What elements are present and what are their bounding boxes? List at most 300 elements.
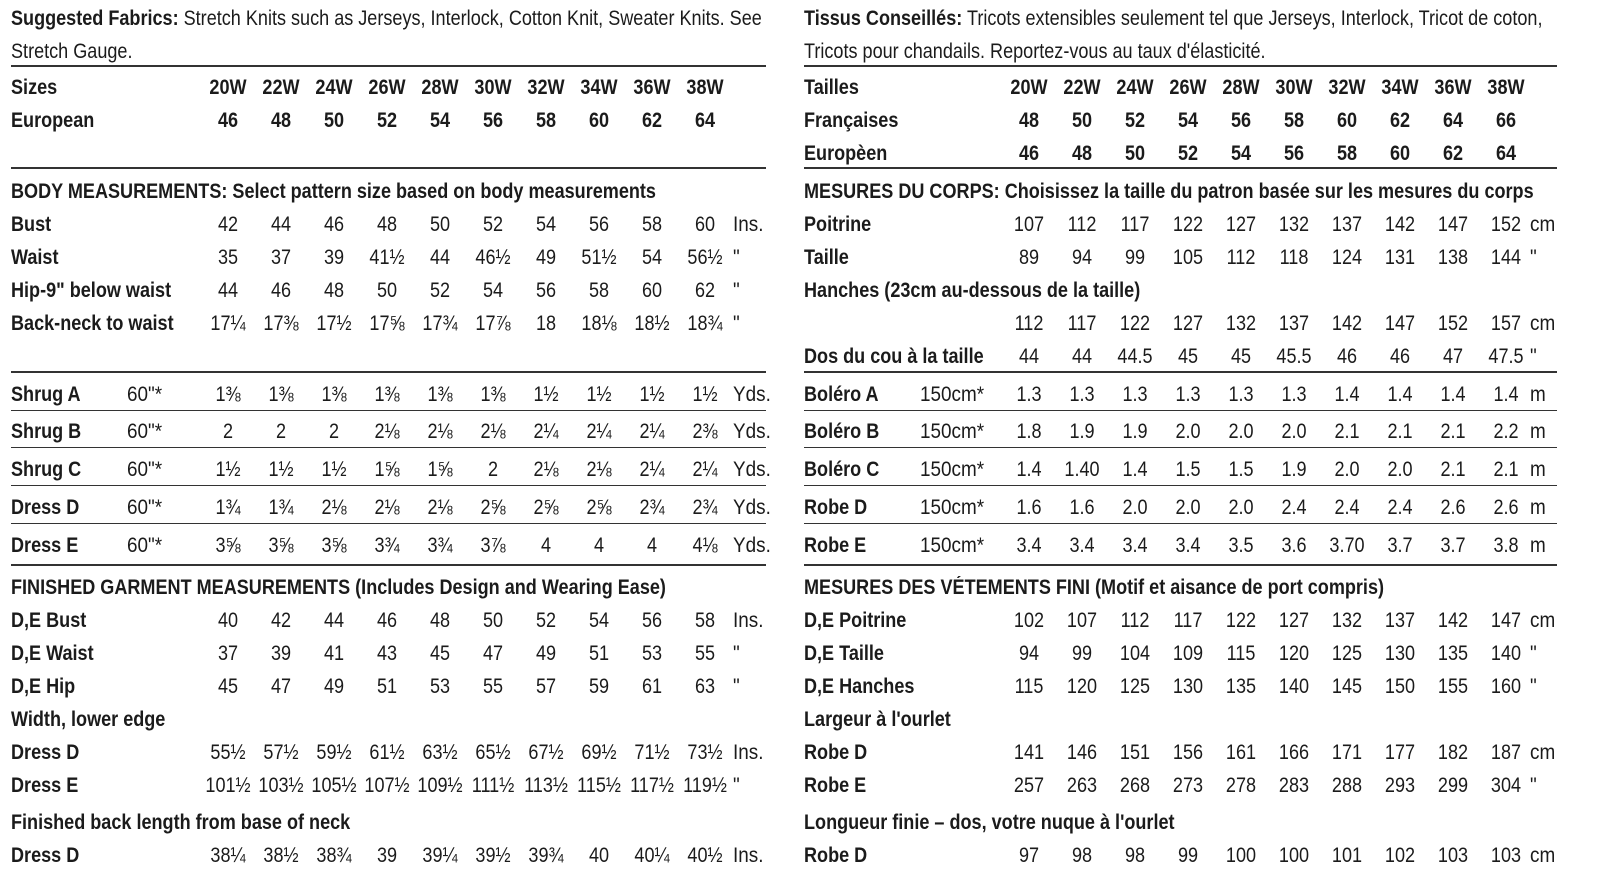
size-value-7: 54 — [588, 609, 610, 632]
size-value-1: 120 — [1066, 675, 1098, 698]
size-value-5: 30W — [1275, 76, 1313, 99]
fabric-width: 60"* — [127, 383, 163, 406]
size-value-2: 3.4 — [1122, 534, 1148, 557]
size-value-3: 156 — [1172, 741, 1204, 764]
size-value-0: 38¼ — [210, 844, 246, 867]
size-value-6: 3.70 — [1329, 534, 1365, 557]
size-value-2: 2.0 — [1122, 496, 1148, 519]
row-label: Shrug B — [11, 420, 82, 443]
size-value-9: 144 — [1490, 246, 1522, 269]
back-length-heading — [11, 805, 766, 838]
size-value-9: 64 — [694, 109, 716, 132]
size-value-3: 2⅛ — [374, 420, 400, 443]
size-value-7: 2.1 — [1387, 420, 1413, 443]
size-value-8: 152 — [1437, 312, 1469, 335]
size-value-9: 1½ — [692, 383, 718, 406]
size-value-8: 2.1 — [1440, 458, 1466, 481]
longueur-finie-heading — [804, 805, 1557, 838]
size-value-2: 151 — [1119, 741, 1151, 764]
size-value-6: 57 — [535, 675, 557, 698]
size-value-0: 107 — [1013, 213, 1045, 236]
unit-label: cm — [1530, 741, 1556, 764]
size-value-7: 34W — [580, 76, 618, 99]
yardage-row — [804, 528, 1557, 561]
size-value-2: 104 — [1119, 642, 1151, 665]
size-value-9: 2.6 — [1493, 496, 1519, 519]
size-value-0: 44 — [1018, 345, 1040, 368]
size-value-2: 1⅜ — [321, 383, 347, 406]
unit-label: cm — [1530, 609, 1556, 632]
size-value-7: 3.7 — [1387, 534, 1413, 557]
mesures-vetements-heading — [804, 570, 1557, 603]
size-value-9: 152 — [1490, 213, 1522, 236]
finished-measurements-heading-note: (Includes Design and Wearing Ease) — [350, 576, 666, 599]
size-value-7: 46 — [1389, 345, 1411, 368]
size-value-8: 2.1 — [1440, 420, 1466, 443]
size-value-4: 135 — [1225, 675, 1257, 698]
size-value-9: 66 — [1495, 109, 1517, 132]
mesures-du-corps-heading-title: MESURES DU CORPS: Choisissez la taille du patron basée sur les mesures du corps — [804, 180, 1534, 203]
size-value-2: 99 — [1124, 246, 1146, 269]
size-value-1: 1¾ — [268, 496, 294, 519]
size-value-0: 115 — [1014, 675, 1044, 698]
row-label: D,E Hip — [11, 675, 76, 698]
size-value-4: 1⅝ — [427, 458, 453, 481]
size-value-4: 44 — [429, 246, 451, 269]
size-value-1: 57½ — [263, 741, 299, 764]
size-value-2: 2 — [328, 420, 340, 443]
unit-label: " — [733, 312, 740, 335]
tissus-conseilles-text-2: Tricots pour chandails. Reportez-vous au taux d'élasticité. — [804, 40, 1266, 63]
row-label: Dress E — [11, 534, 79, 557]
size-value-3: 1.5 — [1175, 458, 1201, 481]
size-value-2: 24W — [1116, 76, 1154, 99]
finished-measurements-heading — [11, 570, 766, 603]
size-value-1: 22W — [262, 76, 300, 99]
rule-yardage-row — [11, 447, 766, 448]
size-value-2: 52 — [1124, 109, 1146, 132]
size-value-6: 52 — [535, 609, 557, 632]
width-lower-edge-heading-text: Width, lower edge — [11, 708, 166, 731]
size-value-8: 182 — [1437, 741, 1469, 764]
row-label: Robe E — [804, 534, 867, 557]
size-value-7: 147 — [1384, 312, 1416, 335]
size-value-3: 46 — [376, 609, 398, 632]
size-value-1: 2 — [275, 420, 287, 443]
yardage-row — [804, 377, 1557, 410]
size-value-3: 17⅝ — [369, 312, 405, 335]
size-value-8: 62 — [641, 109, 663, 132]
size-value-0: 48 — [1018, 109, 1040, 132]
size-value-2: 50 — [1124, 142, 1146, 165]
size-value-0: 45 — [217, 675, 239, 698]
length-row — [804, 838, 1557, 871]
size-value-6: 4 — [540, 534, 552, 557]
mesures-du-corps-heading — [804, 174, 1557, 207]
size-value-2: 1½ — [321, 458, 347, 481]
size-value-7: 34W — [1381, 76, 1419, 99]
size-value-0: 1¾ — [215, 496, 241, 519]
size-value-6: 2.4 — [1334, 496, 1360, 519]
size-value-5: 2 — [487, 458, 499, 481]
row-label: Taille — [804, 246, 849, 269]
row-label: Boléro A — [804, 383, 879, 406]
unit-label: " — [1530, 774, 1537, 797]
width-row — [11, 735, 766, 768]
size-value-0: 44 — [217, 279, 239, 302]
unit-label: Ins. — [733, 213, 764, 236]
size-value-5: 1.3 — [1281, 383, 1307, 406]
size-value-2: 2⅛ — [321, 496, 347, 519]
body-row — [11, 240, 766, 273]
row-label: Waist — [11, 246, 59, 269]
size-value-6: 32W — [1328, 76, 1366, 99]
size-value-2: 105½ — [311, 774, 357, 797]
rule-top — [11, 65, 766, 67]
row-label: D,E Taille — [804, 642, 884, 665]
unit-label: cm — [1530, 844, 1556, 867]
size-value-0: 1.4 — [1016, 458, 1042, 481]
size-value-4: 52 — [429, 279, 451, 302]
size-value-8: 40¼ — [634, 844, 670, 867]
unit-label: m — [1530, 496, 1546, 519]
unit-label: " — [733, 279, 740, 302]
unit-label: Yds. — [733, 458, 771, 481]
size-value-2: 122 — [1119, 312, 1151, 335]
size-value-3: 51 — [376, 675, 398, 698]
size-value-9: 2¾ — [692, 496, 718, 519]
unit-label: cm — [1530, 213, 1556, 236]
size-value-1: 3⅝ — [268, 534, 294, 557]
size-value-4: 127 — [1225, 213, 1257, 236]
size-value-2: 17½ — [316, 312, 352, 335]
tissus-conseilles — [804, 2, 1543, 68]
size-value-3: 45 — [1177, 345, 1199, 368]
size-value-6: 1.4 — [1334, 383, 1360, 406]
size-value-7: 2⅝ — [586, 496, 612, 519]
size-value-8: 36W — [1434, 76, 1472, 99]
size-value-2: 268 — [1119, 774, 1151, 797]
size-value-8: 4 — [646, 534, 658, 557]
row-label: Dos du cou à la taille — [804, 345, 984, 368]
size-value-4: 54 — [1230, 142, 1252, 165]
size-value-5: 111½ — [471, 774, 515, 797]
row-label: Hip-9" below waist — [11, 279, 172, 302]
size-value-5: 45.5 — [1276, 345, 1312, 368]
row-label: D,E Poitrine — [804, 609, 907, 632]
size-value-1: 1.3 — [1069, 383, 1095, 406]
row-label: Shrug A — [11, 383, 81, 406]
sizes-label: Sizes — [11, 76, 58, 99]
size-value-7: 2.0 — [1387, 458, 1413, 481]
size-value-0: 20W — [209, 76, 247, 99]
size-value-3: 48 — [376, 213, 398, 236]
size-value-6: 125 — [1331, 642, 1363, 665]
size-value-4: 2.0 — [1228, 496, 1254, 519]
size-value-5: 120 — [1278, 642, 1310, 665]
width-row — [804, 735, 1557, 768]
unit-label: " — [1530, 642, 1537, 665]
size-value-8: 18½ — [634, 312, 670, 335]
size-value-6: 32W — [527, 76, 565, 99]
size-value-0: 1.3 — [1016, 383, 1042, 406]
size-value-7: 51½ — [581, 246, 617, 269]
row-label: Bust — [11, 213, 52, 236]
body-row — [11, 306, 766, 339]
size-value-7: 60 — [588, 109, 610, 132]
size-value-5: 55 — [482, 675, 504, 698]
unit-label: m — [1530, 420, 1546, 443]
size-value-4: 53 — [429, 675, 451, 698]
size-value-9: 62 — [694, 279, 716, 302]
size-value-6: 49 — [535, 642, 557, 665]
size-value-4: 2.0 — [1228, 420, 1254, 443]
size-value-1: 44 — [270, 213, 292, 236]
body-row — [11, 207, 766, 240]
width-row — [804, 768, 1557, 801]
size-value-6: 1½ — [533, 383, 559, 406]
size-value-8: 299 — [1437, 774, 1469, 797]
size-value-0: 1⅜ — [215, 383, 241, 406]
suggested-fabrics-label: Suggested Fabrics: — [11, 7, 179, 30]
size-value-8: 60 — [641, 279, 663, 302]
size-value-7: 131 — [1384, 246, 1416, 269]
size-value-0: 46 — [217, 109, 239, 132]
size-value-9: 40½ — [687, 844, 723, 867]
size-value-0: 1.6 — [1016, 496, 1042, 519]
size-value-9: 2.1 — [1493, 458, 1519, 481]
size-value-3: 130 — [1172, 675, 1204, 698]
size-value-3: 2.0 — [1175, 496, 1201, 519]
size-value-9: 56½ — [687, 246, 723, 269]
size-value-7: 2¼ — [586, 420, 612, 443]
size-value-0: 2 — [222, 420, 234, 443]
size-value-9: 147 — [1490, 609, 1522, 632]
size-value-9: 60 — [694, 213, 716, 236]
size-value-6: 132 — [1331, 609, 1363, 632]
size-value-5: 132 — [1278, 213, 1310, 236]
size-value-4: 1.3 — [1228, 383, 1254, 406]
size-value-4: 50 — [429, 213, 451, 236]
size-value-6: 145 — [1331, 675, 1363, 698]
size-value-8: 3.7 — [1440, 534, 1466, 557]
size-value-5: 47 — [482, 642, 504, 665]
size-value-8: 58 — [641, 213, 663, 236]
size-value-8: 142 — [1437, 609, 1469, 632]
size-value-3: 1.3 — [1175, 383, 1201, 406]
size-value-8: 117½ — [630, 774, 674, 797]
size-value-4: 100 — [1225, 844, 1257, 867]
rule-yardage-row — [11, 523, 766, 524]
mesures-vetements-heading-note: (Motif et aisance de port compris) — [1089, 576, 1385, 599]
size-value-5: 2.4 — [1281, 496, 1307, 519]
size-value-8: 135 — [1437, 642, 1469, 665]
unit-label: " — [1530, 675, 1537, 698]
size-value-1: 38½ — [263, 844, 299, 867]
fabric-width: 60"* — [127, 534, 163, 557]
size-value-1: 1.9 — [1069, 420, 1095, 443]
size-value-1: 1⅜ — [268, 383, 294, 406]
size-value-2: 49 — [323, 675, 345, 698]
size-value-4: 56 — [1230, 109, 1252, 132]
size-value-5: 137 — [1278, 312, 1310, 335]
dos-row — [804, 339, 1557, 372]
size-value-3: 109 — [1172, 642, 1204, 665]
size-value-5: 118 — [1279, 246, 1309, 269]
suggested-fabrics-text-2: Stretch Gauge. — [11, 40, 133, 63]
size-value-7: 142 — [1384, 213, 1416, 236]
size-value-4: 115 — [1226, 642, 1256, 665]
size-value-4: 2⅛ — [427, 496, 453, 519]
rule-yardage-row — [804, 523, 1557, 524]
finished-row — [804, 636, 1557, 669]
size-value-6: 137 — [1331, 213, 1363, 236]
size-value-0: 20W — [1010, 76, 1048, 99]
size-value-6: 49 — [535, 246, 557, 269]
size-value-4: 132 — [1225, 312, 1257, 335]
size-value-4: 161 — [1225, 741, 1257, 764]
row-label: D,E Bust — [11, 609, 87, 632]
size-value-9: 55 — [694, 642, 716, 665]
size-value-4: 109½ — [417, 774, 463, 797]
size-value-6: 58 — [535, 109, 557, 132]
size-value-2: 24W — [315, 76, 353, 99]
size-value-5: 46½ — [475, 246, 511, 269]
rule-top — [804, 65, 1557, 67]
rule-body — [11, 167, 766, 169]
size-value-9: 73½ — [687, 741, 723, 764]
unit-label: " — [733, 246, 740, 269]
body-measurements-heading-text — [11, 180, 656, 204]
size-value-6: 54 — [535, 213, 557, 236]
size-value-3: 52 — [1177, 142, 1199, 165]
size-value-8: 36W — [633, 76, 671, 99]
unit-label: m — [1530, 383, 1546, 406]
size-value-6: 113½ — [524, 774, 568, 797]
size-value-6: 142 — [1331, 312, 1363, 335]
finished-row — [804, 603, 1557, 636]
unit-label: Ins. — [733, 741, 764, 764]
size-value-2: 1.4 — [1122, 458, 1148, 481]
size-value-7: 18⅛ — [581, 312, 617, 335]
row-label: Dress D — [11, 844, 80, 867]
size-value-1: 1½ — [268, 458, 294, 481]
yardage-row — [11, 377, 771, 410]
fabric-width: 150cm* — [920, 534, 985, 557]
size-value-7: 177 — [1384, 741, 1416, 764]
size-value-1: 42 — [270, 609, 292, 632]
size-value-2: 44 — [323, 609, 345, 632]
size-value-5: 2.0 — [1281, 420, 1307, 443]
row-label: Dress E — [11, 774, 79, 797]
size-value-9: 119½ — [683, 774, 727, 797]
size-value-1: 103½ — [258, 774, 304, 797]
size-value-9: 38W — [686, 76, 724, 99]
size-value-4: 48 — [429, 609, 451, 632]
size-value-9: 2¼ — [692, 458, 718, 481]
size-value-1: 1.6 — [1069, 496, 1095, 519]
size-value-0: 94 — [1018, 642, 1040, 665]
size-value-1: 3.4 — [1069, 534, 1095, 557]
unit-label: Yds. — [733, 496, 771, 519]
size-value-1: 37 — [270, 246, 292, 269]
size-value-0: 3.4 — [1016, 534, 1042, 557]
size-value-0: 35 — [217, 246, 239, 269]
unit-label: Yds. — [733, 420, 771, 443]
size-value-4: 17¾ — [422, 312, 458, 335]
size-value-6: 124 — [1331, 246, 1363, 269]
size-value-8: 147 — [1437, 213, 1469, 236]
fabric-width: 150cm* — [920, 420, 985, 443]
rule-yardage-row — [804, 410, 1557, 411]
size-value-1: 117 — [1067, 312, 1097, 335]
size-value-5: 2⅝ — [480, 496, 506, 519]
size-value-8: 2¼ — [639, 458, 665, 481]
unit-label: " — [733, 642, 740, 665]
size-value-2: 59½ — [316, 741, 352, 764]
size-value-8: 2¼ — [639, 420, 665, 443]
size-value-0: 40 — [217, 609, 239, 632]
size-value-2: 48 — [323, 279, 345, 302]
mesures-vetements-heading-title: MESURES DES VÉTEMENTS FINI — [804, 576, 1090, 599]
finished-row — [11, 669, 766, 702]
rule-yardage — [11, 371, 766, 373]
fabric-width: 150cm* — [920, 383, 985, 406]
size-value-0: 89 — [1018, 246, 1040, 269]
size-value-5: 3⅞ — [480, 534, 506, 557]
hanches-heading — [804, 273, 1557, 306]
row-label: Dress D — [11, 741, 80, 764]
size-value-4: 63½ — [422, 741, 458, 764]
size-value-7: 60 — [1389, 142, 1411, 165]
european-row — [11, 103, 766, 136]
unit-label: Ins. — [733, 844, 764, 867]
size-value-3: 26W — [368, 76, 406, 99]
back-length-heading-text: Finished back length from base of neck — [11, 811, 351, 834]
row-label: D,E Waist — [11, 642, 94, 665]
sizes-row — [11, 70, 766, 103]
unit-label: Yds. — [733, 383, 771, 406]
size-value-5: 52 — [482, 213, 504, 236]
size-value-8: 61 — [641, 675, 663, 698]
size-value-8: 103 — [1437, 844, 1469, 867]
body-measurements-heading-title: BODY MEASUREMENTS: Select pattern size based on body measurements — [11, 180, 656, 203]
rule-yardage-row — [11, 410, 766, 411]
size-value-7: 1½ — [586, 383, 612, 406]
size-value-3: 1⅜ — [374, 383, 400, 406]
unit-label: Ins. — [733, 609, 764, 632]
size-value-3: 43 — [376, 642, 398, 665]
row-label: Robe D — [804, 844, 868, 867]
size-value-0: 101½ — [205, 774, 251, 797]
size-value-9: 304 — [1490, 774, 1522, 797]
size-value-5: 56 — [482, 109, 504, 132]
size-value-3: 41½ — [369, 246, 405, 269]
size-value-7: 1.4 — [1387, 383, 1413, 406]
rule-yardage-row — [11, 485, 766, 486]
finished-measurements-heading-text — [11, 576, 666, 600]
tissus-conseilles-label: Tissus Conseillés: — [804, 7, 963, 30]
size-value-0: 1½ — [215, 458, 241, 481]
size-value-7: 58 — [588, 279, 610, 302]
size-value-6: 60 — [1336, 109, 1358, 132]
size-value-8: 2.6 — [1440, 496, 1466, 519]
size-value-8: 54 — [641, 246, 663, 269]
size-value-5: 100 — [1278, 844, 1310, 867]
mesures-vetements-heading-text — [804, 576, 1384, 600]
size-value-2: 46 — [323, 213, 345, 236]
size-value-4: 39¼ — [422, 844, 458, 867]
